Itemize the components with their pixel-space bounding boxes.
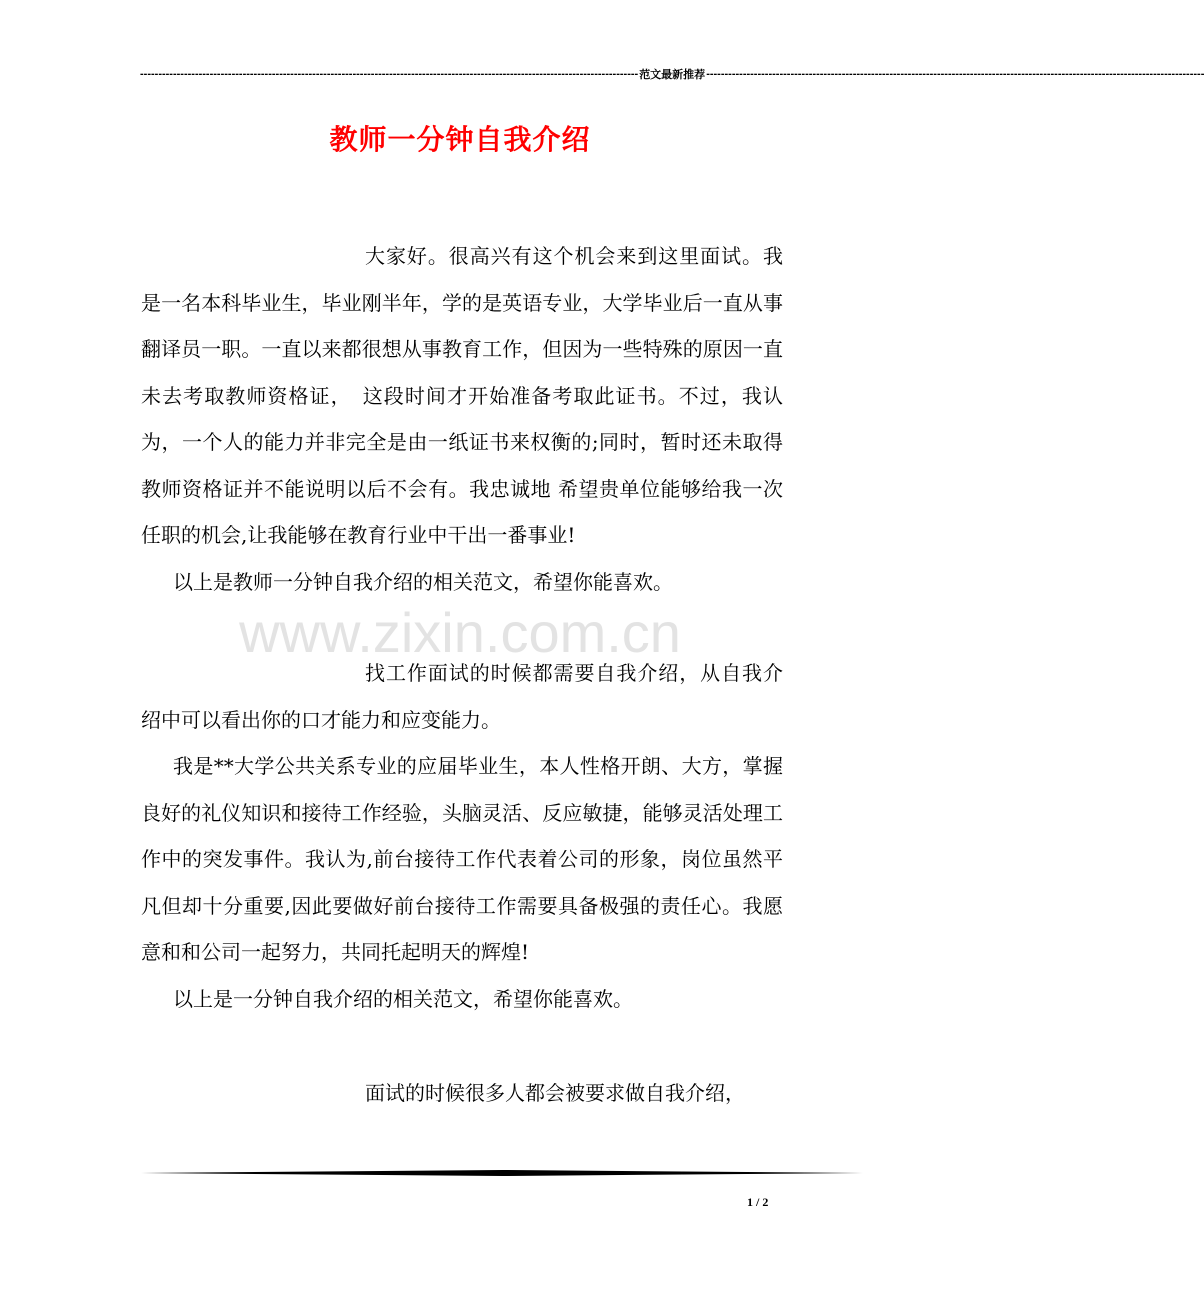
paragraph-section-2-intro: 找工作面试的时候都需要自我介绍，从自我介绍中可以看出你的口才能力和应变能力。 [141, 661, 783, 732]
footer-rule [141, 1170, 863, 1176]
page-number: 1 / 2 [747, 1195, 769, 1209]
header-divider [140, 66, 1204, 82]
paragraph-intro: 大家好。很高兴有这个机会来到这里面试。我是一名本科毕业生，毕业刚半年，学的是英语专业，大学毕业后一直从事翻译员一职。一直以来都很想从事教育工作，但因为一些特殊的原因一直未去考取教师资格证， 这段时间才开始准备考取此证书。不过，我认为，一个人的能力并非完全是由一纸证书来权衡的;同时，暂时还未取得教师资格证并不能说明以后不会有。我忠诚地 希望贵单位能够给我一次任职的机会,让我能够在教育行业中干出一番事业! [141, 244, 783, 547]
document-title: 教师一分钟自我介绍 [329, 123, 591, 156]
header-dashes-right: ---------------------------------------------------------------------------------------------------------------------------------------- [706, 68, 1204, 80]
paragraph-section-3-intro: 面试的时候很多人都会被要求做自我介绍， [365, 1081, 745, 1105]
paragraph-closing-2: 以上是一分钟自我介绍的相关范文，希望你能喜欢。 [173, 986, 633, 1011]
paragraph-section-2-body: 我是**大学公共关系专业的应届毕业生，本人性格开朗、大方，掌握良好的礼仪知识和接待工作经验，头脑灵活、反应敏捷，能够灵活处理工作中的突发事件。我认为,前台接待工作代表着公司的形象，岗位虽然平凡但却十分重要,因此要做好前台接待工作需要具备极强的责任心。我愿意和和公司一起努力，共同托起明天的辉煌! [141, 754, 783, 964]
paragraph-closing-1: 以上是教师一分钟自我介绍的相关范文，希望你能喜欢。 [173, 569, 673, 594]
document-body [141, 233, 783, 1117]
header-label: 范文最新推荐 [639, 69, 706, 81]
header-dashes-left: ---------------------------------------------------------------------------------------------------------------------------------------- [140, 68, 639, 80]
watermark-text: www.zixin.com.cn [239, 601, 681, 664]
